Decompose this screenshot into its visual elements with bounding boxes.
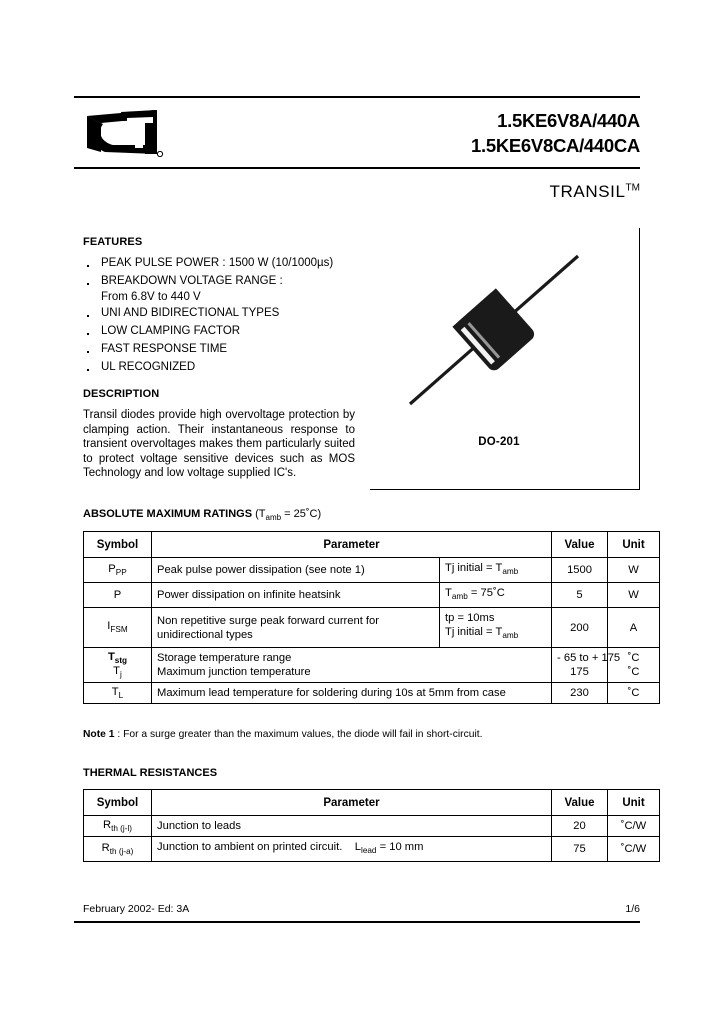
amr-condition-suffix: = 25˚C) <box>281 508 322 520</box>
amr-condition-prefix: (T <box>252 508 266 520</box>
symbol-base-2: T <box>113 664 120 677</box>
row-parameter <box>152 647 552 682</box>
table-header-row <box>84 790 660 816</box>
table-row <box>84 583 660 608</box>
product-family <box>550 182 640 202</box>
symbol-subscript: stg <box>114 655 128 665</box>
feature-text: FAST RESPONSE TIME <box>101 343 228 355</box>
absolute-maximum-ratings-heading <box>83 508 321 522</box>
table-row <box>84 647 660 682</box>
condition-subscript-line2: amb <box>502 631 519 641</box>
trademark-mark: TM <box>625 182 640 194</box>
thermal-resistances-table <box>83 789 660 862</box>
row-unit: A <box>608 608 660 647</box>
note-text: : For a surge greater than the maximum values, the diode will fail in short-circuit. <box>114 729 483 740</box>
package-drawing <box>370 234 640 429</box>
column-header-parameter: Parameter <box>152 790 552 816</box>
row-unit: W <box>608 558 660 583</box>
feature-text: BREAKDOWN VOLTAGE RANGE : <box>101 275 283 287</box>
symbol-base: R <box>101 842 110 855</box>
bullet-icon <box>87 369 89 371</box>
row-unit: ˚C <box>608 683 660 704</box>
row-parameter: Junction to leads <box>152 816 552 837</box>
table-row <box>84 816 660 837</box>
condition-text-line2: Tj initial = T <box>445 626 503 639</box>
part-number-line-2: 1.5KE6V8CA/440CA <box>471 135 640 156</box>
row-unit: ˚C/W <box>608 816 660 837</box>
unit-line-2: ˚C <box>627 665 640 678</box>
row-parameter <box>152 837 552 862</box>
feature-text: UNI AND BIDIRECTIONAL TYPES <box>101 307 280 319</box>
package-name: DO-201 <box>478 436 520 448</box>
parameter-line-1: Storage temperature range <box>157 651 292 664</box>
column-header-unit: Unit <box>608 532 660 558</box>
description-heading: DESCRIPTION <box>83 388 160 400</box>
parameter-extra-subscript: lead <box>361 846 377 856</box>
feature-item <box>83 342 373 358</box>
row-value: 20 <box>552 816 608 837</box>
parameter-extra-base: L <box>354 841 361 854</box>
header-top-rule <box>74 96 640 98</box>
feature-item <box>83 324 373 340</box>
table-row <box>84 608 660 647</box>
column-header-symbol: Symbol <box>84 790 152 816</box>
row-parameter: Maximum lead temperature for soldering during 10s at 5mm from case <box>152 683 552 704</box>
part-number-line-1: 1.5KE6V8A/440A <box>497 110 640 131</box>
condition-subscript: amb <box>451 592 468 602</box>
row-condition <box>440 608 552 647</box>
parameter-text: Junction to ambient on printed circuit. <box>157 841 343 854</box>
part-numbers <box>471 108 640 158</box>
amr-title: ABSOLUTE MAXIMUM RATINGS <box>83 508 253 520</box>
feature-text: UL RECOGNIZED <box>101 361 196 373</box>
symbol-subscript-2: j <box>120 670 122 680</box>
symbol-base: P <box>108 563 116 575</box>
row-condition <box>440 583 552 608</box>
value-line-1: - 65 to + 175 <box>557 651 621 664</box>
row-unit: ˚C/W <box>608 837 660 862</box>
row-symbol <box>84 647 152 682</box>
thermal-resistances-heading: THERMAL RESISTANCES <box>83 767 218 779</box>
table-row <box>84 683 660 704</box>
row-value <box>552 647 621 682</box>
condition-text: tp = 10ms <box>445 612 495 625</box>
row-unit: W <box>608 583 660 608</box>
row-value: 5 <box>552 583 608 608</box>
condition-tail: = 75˚C <box>467 587 505 600</box>
row-value: 75 <box>552 837 608 862</box>
table-row <box>84 558 660 583</box>
row-symbol <box>84 608 152 647</box>
bullet-icon <box>87 283 89 285</box>
bullet-icon <box>87 265 89 267</box>
row-symbol <box>84 683 152 704</box>
note-label: Note 1 <box>83 729 115 740</box>
row-value: 230 <box>552 683 608 704</box>
table-header-row <box>84 532 660 558</box>
feature-text: PEAK PULSE POWER : 1500 W (10/1000µs) <box>101 257 334 269</box>
column-header-symbol: Symbol <box>84 532 152 558</box>
st-logo <box>83 104 167 160</box>
row-value: 200 <box>552 608 608 647</box>
symbol-base: R <box>102 819 112 831</box>
parameter-extra-tail: = 10 mm <box>376 841 424 854</box>
symbol-base: I <box>107 620 111 633</box>
bullet-icon <box>87 351 89 353</box>
condition-subscript: amb <box>502 567 519 577</box>
condition-text: Tj initial = T <box>445 562 503 574</box>
table-note <box>83 729 482 740</box>
symbol-base: T <box>111 686 119 699</box>
column-header-unit: Unit <box>608 790 660 816</box>
footer-page-number: 1/6 <box>625 903 640 915</box>
row-parameter: Peak pulse power dissipation (see note 1) <box>152 558 440 583</box>
symbol-subscript: L <box>118 691 124 701</box>
symbol-base: T <box>107 650 115 663</box>
parameter-line-2: Maximum junction temperature <box>157 665 311 678</box>
bullet-icon <box>87 315 89 317</box>
header-bottom-rule <box>74 167 640 169</box>
row-parameter: Power dissipation on infinite heatsink <box>152 583 440 608</box>
bullet-icon <box>87 333 89 335</box>
symbol-subscript: PP <box>115 568 127 578</box>
feature-item <box>83 306 373 322</box>
description-body: Transil diodes provide high overvoltage protection by clamping action. Their instantaneous response to transient overvoltages makes them particularly suited to protect voltage sensitive devices such as MOS Technology and low voltage supplied IC's. <box>83 409 355 480</box>
column-header-value: Value <box>552 790 608 816</box>
column-header-parameter: Parameter <box>152 532 552 558</box>
feature-item <box>83 274 373 304</box>
feature-subtext: From 6.8V to 440 V <box>101 290 201 303</box>
symbol-subscript: th (j-l) <box>111 824 132 834</box>
row-symbol <box>84 558 152 583</box>
symbol-subscript: th (j-a) <box>109 847 134 857</box>
column-header-value: Value <box>552 532 608 558</box>
feature-item <box>83 256 373 272</box>
absolute-maximum-ratings-table <box>83 531 660 704</box>
amr-condition-sub: amb <box>265 513 282 523</box>
row-symbol <box>84 837 152 862</box>
symbol-subscript: FSM <box>110 625 128 635</box>
row-parameter: Non repetitive surge peak forward current for unidirectional types <box>152 608 440 647</box>
row-symbol: P <box>84 583 152 608</box>
feature-text: LOW CLAMPING FACTOR <box>101 325 241 337</box>
condition-text: T <box>445 587 452 600</box>
value-line-2: 175 <box>570 665 589 678</box>
package-illustration-box <box>370 228 640 490</box>
features-heading: FEATURES <box>83 236 143 248</box>
row-symbol <box>84 816 152 837</box>
product-family-name: TRANSIL <box>549 182 626 201</box>
footer-date: February 2002- Ed: 3A <box>83 903 190 915</box>
row-condition <box>440 558 552 583</box>
features-list <box>83 256 373 378</box>
unit-line-1: ˚C <box>627 651 640 664</box>
feature-item <box>83 360 373 376</box>
footer-rule <box>74 921 640 923</box>
table-row <box>84 837 660 862</box>
row-value: 1500 <box>552 558 608 583</box>
